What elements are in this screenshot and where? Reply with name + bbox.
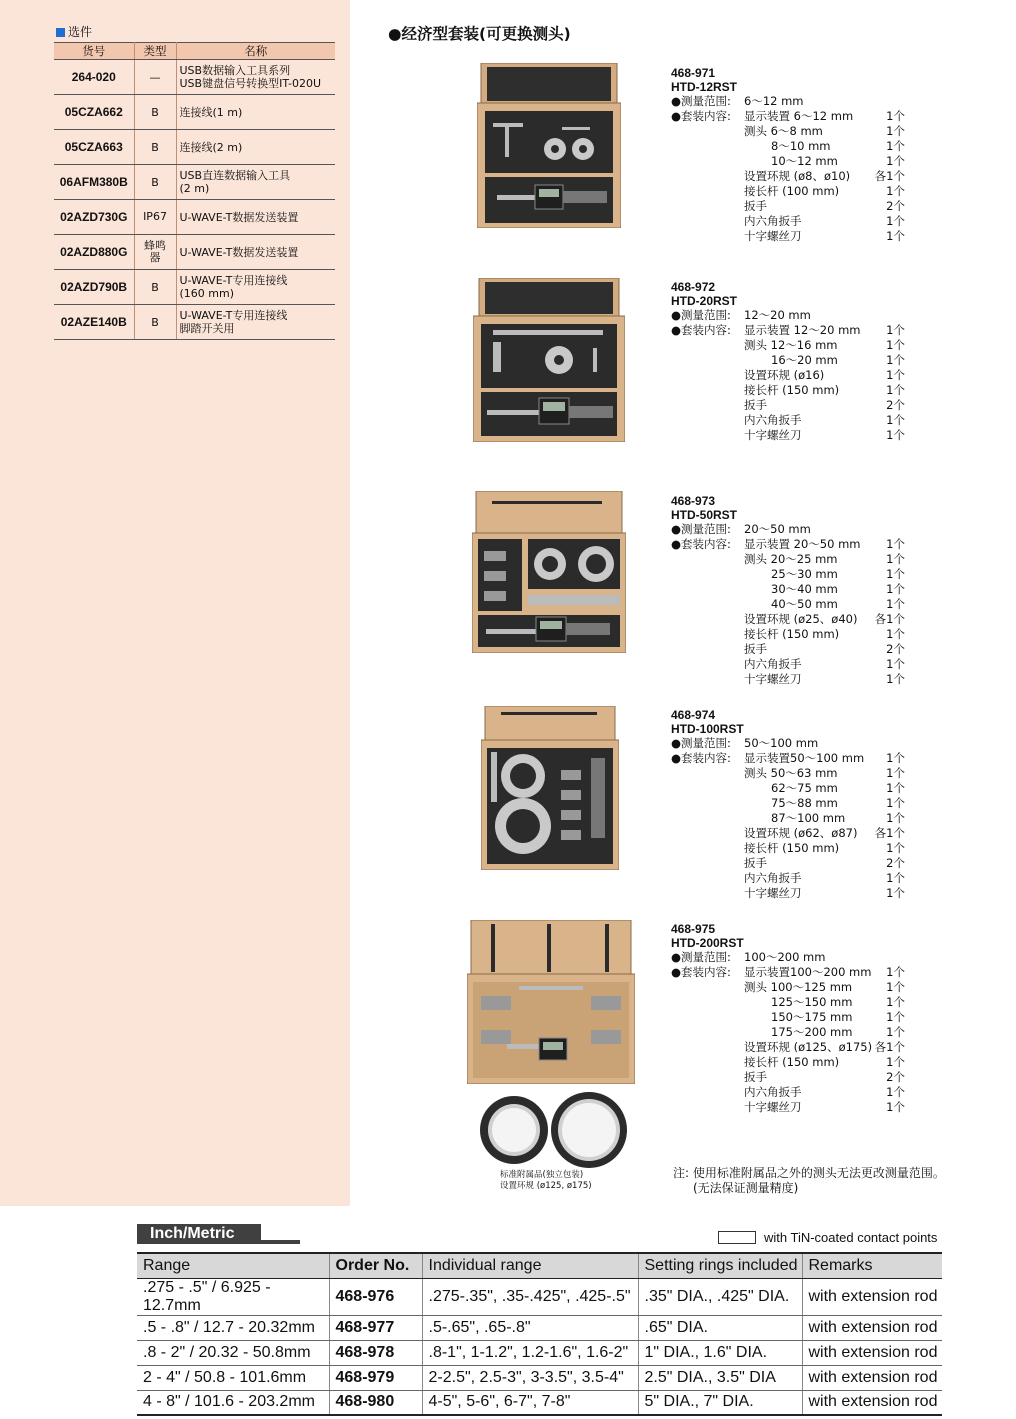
option-type: IP67 xyxy=(134,200,176,235)
option-name xyxy=(176,200,335,235)
inch-setting-rings: .65" DIA. xyxy=(638,1315,802,1340)
option-name xyxy=(176,165,335,200)
options-row xyxy=(54,95,335,130)
spec-qty: 1个 xyxy=(886,886,905,900)
spec-line xyxy=(671,368,971,383)
spec-line xyxy=(671,736,971,751)
spec-value: 150～175 mm xyxy=(771,1010,853,1024)
spec-value: 175～200 mm xyxy=(771,1025,853,1039)
option-name xyxy=(176,235,335,270)
inch-individual-range: .8-1", 1-1.2", 1.2-1.6", 1.6-2" xyxy=(422,1340,638,1365)
spec-value: 20～50 mm xyxy=(744,522,811,536)
spec-qty: 1个 xyxy=(886,766,905,780)
spec-line xyxy=(671,109,971,124)
spec-label: ●套装内容: xyxy=(671,751,731,765)
spec-line xyxy=(671,154,971,169)
inch-remarks: with extension rod xyxy=(802,1340,942,1365)
option-name-line: USB键盘信号转换型IT-020U xyxy=(179,77,322,90)
inch-order-no: 468-980 xyxy=(329,1390,422,1415)
options-row xyxy=(54,305,335,340)
spec-line xyxy=(671,1085,971,1100)
options-sidebar xyxy=(0,0,350,1206)
spec-line xyxy=(671,522,971,537)
spec-label: ●套装内容: xyxy=(671,109,731,123)
product-code: 468-975 xyxy=(671,922,716,936)
tin-legend-swatch xyxy=(718,1231,756,1244)
spec-line xyxy=(671,811,971,826)
spec-line xyxy=(671,383,971,398)
options-title: 选件 xyxy=(56,23,92,40)
spec-line xyxy=(671,980,971,995)
spec-value: 内六角扳手 xyxy=(744,657,802,671)
spec-line xyxy=(671,94,971,109)
product-model: HTD-20RST xyxy=(671,294,738,308)
spec-line xyxy=(671,995,971,1010)
spec-value: 扳手 xyxy=(744,1070,767,1084)
inch-setting-rings: 5" DIA., 7" DIA. xyxy=(638,1390,802,1415)
table-row xyxy=(137,1390,942,1415)
heading-underline xyxy=(261,1240,300,1244)
spec-qty: 1个 xyxy=(886,537,905,551)
spec-value: 50～100 mm xyxy=(744,736,819,750)
spec-value: 十字螺丝刀 xyxy=(744,229,802,243)
inch-individual-range: .275-.35", .35-.425", .425-.5" xyxy=(422,1278,638,1315)
options-row xyxy=(54,270,335,305)
spec-line xyxy=(671,139,971,154)
option-name-line: U-WAVE-T数据发送装置 xyxy=(179,245,299,259)
option-code: 264-020 xyxy=(54,60,134,95)
spec-qty: 1个 xyxy=(886,1085,905,1099)
options-row xyxy=(54,235,335,270)
spec-qty: 1个 xyxy=(886,413,905,427)
option-code: 05CZA663 xyxy=(54,130,134,165)
spec-qty: 1个 xyxy=(886,1025,905,1039)
spec-value: 30～40 mm xyxy=(771,582,838,596)
product-photo-468-974 xyxy=(481,706,619,870)
spec-qty: 1个 xyxy=(886,672,905,686)
spec-qty: 1个 xyxy=(886,1055,905,1069)
spec-label: ●套装内容: xyxy=(671,965,731,979)
product-model: HTD-50RST xyxy=(671,508,738,522)
spec-line xyxy=(671,886,971,901)
spec-qty: 2个 xyxy=(886,642,905,656)
inch-order-no: 468-976 xyxy=(329,1278,422,1315)
option-name-line: U-WAVE-T专用连接线 xyxy=(179,309,288,322)
spec-line xyxy=(671,567,971,582)
spec-line xyxy=(671,597,971,612)
spec-qty: 1个 xyxy=(886,552,905,566)
spec-value: 测头 6～8 mm xyxy=(744,124,823,138)
spec-qty: 1个 xyxy=(886,1100,905,1114)
spec-value: 8～10 mm xyxy=(771,139,831,153)
spec-qty: 1个 xyxy=(886,139,905,153)
spec-qty: 1个 xyxy=(886,567,905,581)
option-type: B xyxy=(134,270,176,305)
spec-value: 62～75 mm xyxy=(771,781,838,795)
product-photo-468-975 xyxy=(467,920,635,1084)
spec-label: ●测量范围: xyxy=(671,308,731,322)
spec-line xyxy=(671,199,971,214)
product-photo-468-971 xyxy=(477,63,621,228)
product-model: HTD-12RST xyxy=(671,80,738,94)
spec-label: ●套装内容: xyxy=(671,323,731,337)
spec-line xyxy=(671,124,971,139)
inch-remarks: with extension rod xyxy=(802,1390,942,1415)
inch-individual-range: 4-5", 5-6", 6-7", 7-8" xyxy=(422,1390,638,1415)
spec-value: 测头 20～25 mm xyxy=(744,552,838,566)
ring-caption: 标准附属品(独立包装) 设置环规 (ø125, ø175) xyxy=(500,1170,592,1191)
spec-value: 十字螺丝刀 xyxy=(744,672,802,686)
spec-line xyxy=(671,537,971,552)
option-code: 06AFM380B xyxy=(54,165,134,200)
options-header-type: 类型 xyxy=(134,43,176,60)
option-code: 05CZA662 xyxy=(54,95,134,130)
option-code: 02AZD790B xyxy=(54,270,134,305)
spec-qty: 1个 xyxy=(886,124,905,138)
option-name xyxy=(176,130,335,165)
spec-value: 设置环规 (ø25、ø40) xyxy=(744,612,858,626)
option-type: B xyxy=(134,305,176,340)
product-spec-468-975 xyxy=(671,922,971,1115)
spec-line xyxy=(671,627,971,642)
product-code: 468-972 xyxy=(671,280,716,294)
options-header-name: 名称 xyxy=(176,43,335,60)
spec-value: 75～88 mm xyxy=(771,796,838,810)
spec-qty: 1个 xyxy=(886,781,905,795)
option-name xyxy=(176,60,335,95)
spec-line xyxy=(671,338,971,353)
spec-qty: 1个 xyxy=(886,368,905,382)
inch-remarks: with extension rod xyxy=(802,1365,942,1390)
spec-line xyxy=(671,672,971,687)
inch-range: 2 - 4" / 50.8 - 101.6mm xyxy=(137,1365,329,1390)
spec-value: 接长杆 (150 mm) xyxy=(744,627,840,641)
spec-value: 16～20 mm xyxy=(771,353,838,367)
spec-label: ●测量范围: xyxy=(671,94,731,108)
inch-metric-table xyxy=(137,1252,942,1416)
product-code: 468-973 xyxy=(671,494,716,508)
spec-line xyxy=(671,353,971,368)
spec-qty: 1个 xyxy=(886,338,905,352)
spec-qty: 1个 xyxy=(886,871,905,885)
spec-qty: 1个 xyxy=(886,657,905,671)
spec-qty: 各1个 xyxy=(874,1040,905,1054)
inch-range: .5 - .8" / 12.7 - 20.32mm xyxy=(137,1315,329,1340)
spec-label: ●测量范围: xyxy=(671,522,731,536)
spec-qty: 1个 xyxy=(886,383,905,397)
option-type: B xyxy=(134,130,176,165)
table-row xyxy=(137,1340,942,1365)
option-type: — xyxy=(134,60,176,95)
spec-line xyxy=(671,766,971,781)
inch-metric-heading xyxy=(137,1224,300,1244)
spec-value: 显示装置 20～50 mm xyxy=(744,537,861,551)
inch-range: .8 - 2" / 20.32 - 50.8mm xyxy=(137,1340,329,1365)
options-row xyxy=(54,60,335,95)
inch-individual-range: .5-.65", .65-.8" xyxy=(422,1315,638,1340)
inch-setting-rings: 2.5" DIA., 3.5" DIA xyxy=(638,1365,802,1390)
spec-value: 40～50 mm xyxy=(771,597,838,611)
spec-line xyxy=(671,184,971,199)
spec-value: 扳手 xyxy=(744,856,767,870)
spec-value: 设置环规 (ø62、ø87) xyxy=(744,826,858,840)
spec-line xyxy=(671,612,971,627)
option-name-line: USB数据输入工具系列 xyxy=(179,64,291,77)
spec-qty: 1个 xyxy=(886,796,905,810)
spec-value: 内六角扳手 xyxy=(744,214,802,228)
inch-header-remarks: Remarks xyxy=(802,1253,942,1278)
spec-line xyxy=(671,826,971,841)
setting-rings-photo xyxy=(474,1092,634,1168)
spec-line xyxy=(671,413,971,428)
spec-value: 接长杆 (150 mm) xyxy=(744,383,840,397)
inch-metric-table-body xyxy=(137,1278,942,1415)
spec-qty: 1个 xyxy=(886,980,905,994)
spec-line xyxy=(671,965,971,980)
spec-line xyxy=(671,871,971,886)
spec-line xyxy=(671,169,971,184)
spec-line xyxy=(671,214,971,229)
spec-line xyxy=(671,552,971,567)
option-name-line: USB直连数据输入工具 xyxy=(179,169,291,182)
spec-value: 测头 12～16 mm xyxy=(744,338,838,352)
spec-value: 87～100 mm xyxy=(771,811,846,825)
spec-value: 测头 50～63 mm xyxy=(744,766,838,780)
product-model: HTD-100RST xyxy=(671,722,744,736)
inch-order-no: 468-979 xyxy=(329,1365,422,1390)
spec-value: 设置环规 (ø16) xyxy=(744,368,825,382)
spec-qty: 1个 xyxy=(886,428,905,442)
product-model: HTD-200RST xyxy=(671,936,744,950)
spec-value: 接长杆 (100 mm) xyxy=(744,184,840,198)
inch-setting-rings: .35" DIA., .425" DIA. xyxy=(638,1278,802,1315)
spec-value: 显示装置 6～12 mm xyxy=(744,109,854,123)
spec-line xyxy=(671,398,971,413)
spec-line xyxy=(671,428,971,443)
spec-line xyxy=(671,950,971,965)
option-type: B xyxy=(134,165,176,200)
spec-qty: 1个 xyxy=(886,109,905,123)
spec-qty: 1个 xyxy=(886,597,905,611)
spec-value: 6～12 mm xyxy=(744,94,804,108)
inch-header-order: Order No. xyxy=(329,1253,422,1278)
spec-qty: 1个 xyxy=(886,323,905,337)
spec-line xyxy=(671,1070,971,1085)
spec-qty: 1个 xyxy=(886,353,905,367)
inch-range: .275 - .5" / 6.925 - 12.7mm xyxy=(137,1278,329,1315)
spec-value: 扳手 xyxy=(744,199,767,213)
options-table xyxy=(54,42,335,340)
inch-range: 4 - 8" / 101.6 - 203.2mm xyxy=(137,1390,329,1415)
option-code: 02AZE140B xyxy=(54,305,134,340)
options-header-code: 货号 xyxy=(54,43,134,60)
spec-qty: 各1个 xyxy=(874,826,905,840)
option-name-line: 脚踏开关用 xyxy=(179,322,235,335)
product-code: 468-971 xyxy=(671,66,716,80)
spec-line xyxy=(671,1010,971,1025)
spec-qty: 各1个 xyxy=(874,612,905,626)
spec-value: 接长杆 (150 mm) xyxy=(744,1055,840,1069)
inch-order-no: 468-978 xyxy=(329,1340,422,1365)
spec-qty: 各1个 xyxy=(874,169,905,183)
product-spec-468-972 xyxy=(671,280,971,443)
spec-qty: 1个 xyxy=(886,229,905,243)
inch-remarks: with extension rod xyxy=(802,1315,942,1340)
spec-line xyxy=(671,1055,971,1070)
inch-order-no: 468-977 xyxy=(329,1315,422,1340)
spec-value: 十字螺丝刀 xyxy=(744,886,802,900)
spec-value: 10～12 mm xyxy=(771,154,838,168)
spec-qty: 2个 xyxy=(886,398,905,412)
spec-qty: 1个 xyxy=(886,184,905,198)
blue-square-icon xyxy=(56,28,65,37)
option-code: 02AZD880G xyxy=(54,235,134,270)
spec-value: 扳手 xyxy=(744,642,767,656)
inch-individual-range: 2-2.5", 2.5-3", 3-3.5", 3.5-4" xyxy=(422,1365,638,1390)
spec-qty: 1个 xyxy=(886,1010,905,1024)
spec-line xyxy=(671,1100,971,1115)
product-spec-468-971 xyxy=(671,66,971,244)
option-name xyxy=(176,270,335,305)
spec-qty: 1个 xyxy=(886,751,905,765)
product-photo-468-972 xyxy=(473,278,625,442)
spec-line xyxy=(671,657,971,672)
option-name-line: U-WAVE-T专用连接线 xyxy=(179,274,288,287)
spec-line xyxy=(671,796,971,811)
inch-header-rings: Setting rings included xyxy=(638,1253,802,1278)
spec-label: ●测量范围: xyxy=(671,950,731,964)
spec-value: 内六角扳手 xyxy=(744,413,802,427)
spec-line xyxy=(671,642,971,657)
spec-line xyxy=(671,582,971,597)
inch-header-range: Range xyxy=(137,1253,329,1278)
options-table-body xyxy=(54,60,335,340)
spec-qty: 1个 xyxy=(886,154,905,168)
spec-qty: 1个 xyxy=(886,811,905,825)
option-name-line: (2 m) xyxy=(179,182,210,195)
inch-metric-title: Inch/Metric xyxy=(137,1224,261,1244)
spec-line xyxy=(671,856,971,871)
spec-line xyxy=(671,308,971,323)
spec-qty: 1个 xyxy=(886,965,905,979)
spec-value: 接长杆 (150 mm) xyxy=(744,841,840,855)
spec-value: 显示装置 12～20 mm xyxy=(744,323,861,337)
option-code: 02AZD730G xyxy=(54,200,134,235)
table-row xyxy=(137,1278,942,1315)
spec-value: 内六角扳手 xyxy=(744,871,802,885)
option-name-line: (160 mm) xyxy=(179,287,235,300)
spec-value: 十字螺丝刀 xyxy=(744,428,802,442)
spec-line xyxy=(671,751,971,766)
spec-line xyxy=(671,841,971,856)
product-spec-468-974 xyxy=(671,708,971,901)
spec-value: 设置环规 (ø8、ø10) xyxy=(744,169,851,183)
spec-line xyxy=(671,1025,971,1040)
option-name-line: 连接线(2 m) xyxy=(179,140,243,154)
spec-label: ●套装内容: xyxy=(671,537,731,551)
main-title: ●经济型套装(可更换测头) xyxy=(388,25,571,43)
spec-value: 12～20 mm xyxy=(744,308,811,322)
spec-value: 显示装置50～100 mm xyxy=(744,751,865,765)
spec-value: 125～150 mm xyxy=(771,995,853,1009)
spec-label: ●测量范围: xyxy=(671,736,731,750)
product-photo-468-973 xyxy=(472,491,626,653)
spec-line xyxy=(671,781,971,796)
spec-value: 内六角扳手 xyxy=(744,1085,802,1099)
option-name xyxy=(176,305,335,340)
tin-legend-text: with TiN-coated contact points xyxy=(764,1230,938,1245)
spec-qty: 2个 xyxy=(886,856,905,870)
spec-value: 扳手 xyxy=(744,398,767,412)
note: 注: 使用标准附属品之外的测头无法更改测量范围。 (无法保证测量精度) xyxy=(673,1166,945,1195)
spec-value: 十字螺丝刀 xyxy=(744,1100,802,1114)
spec-line xyxy=(671,1040,971,1055)
spec-qty: 1个 xyxy=(886,995,905,1009)
spec-qty: 1个 xyxy=(886,214,905,228)
table-row xyxy=(137,1315,942,1340)
options-row xyxy=(54,130,335,165)
option-name-line: 连接线(1 m) xyxy=(179,105,243,119)
product-spec-468-973 xyxy=(671,494,971,687)
spec-value: 测头 100～125 mm xyxy=(744,980,853,994)
spec-qty: 2个 xyxy=(886,1070,905,1084)
table-row xyxy=(137,1365,942,1390)
options-row xyxy=(54,165,335,200)
spec-value: 100～200 mm xyxy=(744,950,826,964)
options-row xyxy=(54,200,335,235)
spec-value: 显示装置100～200 mm xyxy=(744,965,872,979)
spec-qty: 1个 xyxy=(886,627,905,641)
option-type: B xyxy=(134,95,176,130)
spec-qty: 1个 xyxy=(886,582,905,596)
spec-qty: 2个 xyxy=(886,199,905,213)
product-code: 468-974 xyxy=(671,708,716,722)
inch-remarks: with extension rod xyxy=(802,1278,942,1315)
spec-line xyxy=(671,323,971,338)
spec-value: 25～30 mm xyxy=(771,567,838,581)
option-name-line: U-WAVE-T数据发送装置 xyxy=(179,210,299,224)
inch-header-individual: Individual range xyxy=(422,1253,638,1278)
spec-value: 设置环规 (ø125、ø175) xyxy=(744,1040,873,1054)
inch-setting-rings: 1" DIA., 1.6" DIA. xyxy=(638,1340,802,1365)
spec-line xyxy=(671,229,971,244)
spec-qty: 1个 xyxy=(886,841,905,855)
option-name xyxy=(176,95,335,130)
option-type: 蜂鸣器 xyxy=(134,235,176,270)
